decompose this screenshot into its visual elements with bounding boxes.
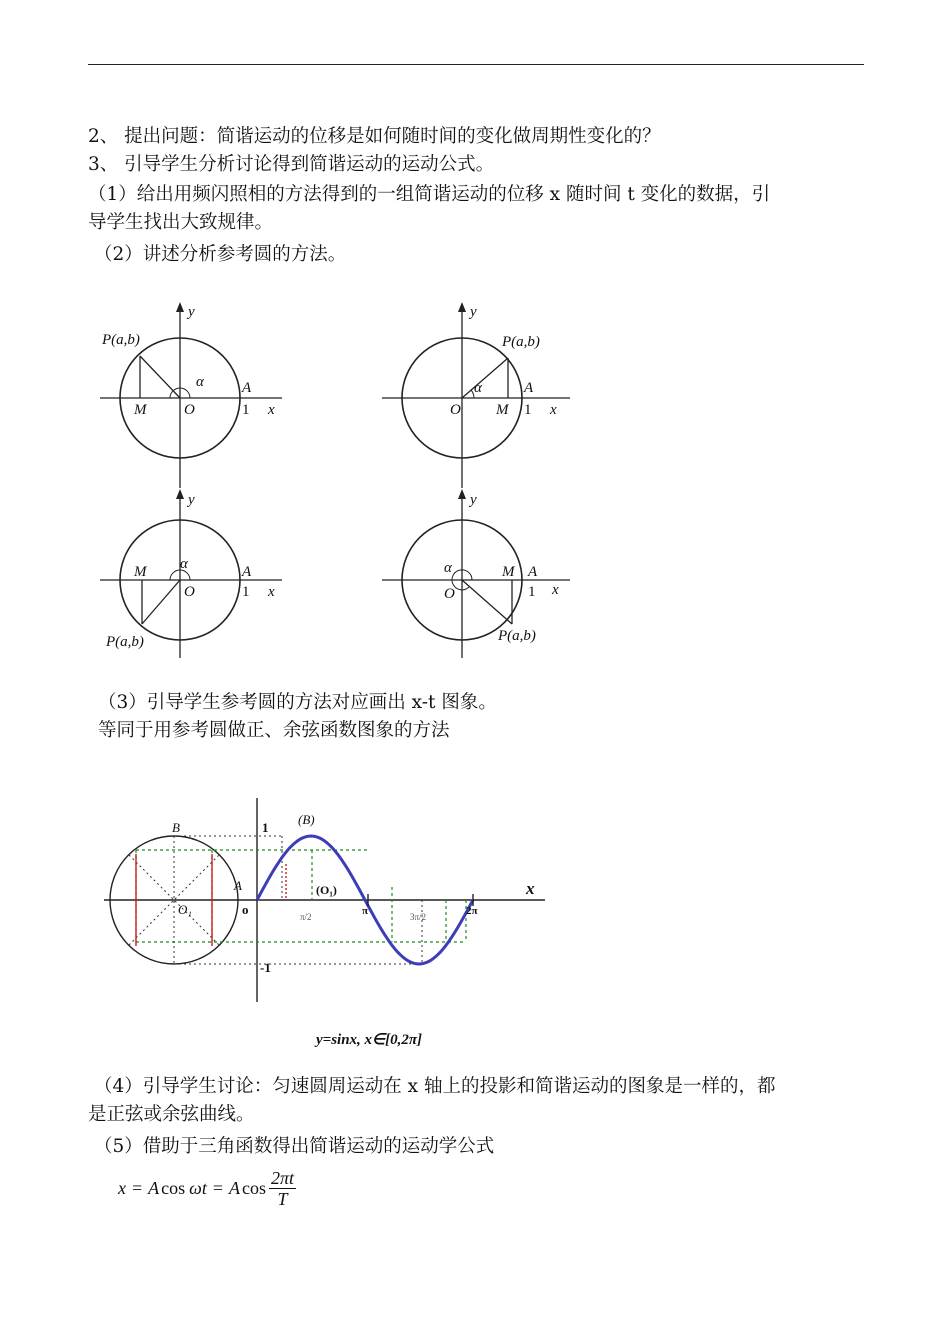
y-label: y [188,304,195,320]
svg-text:α: α [180,556,188,572]
formula-amp-2: A [229,1178,241,1198]
item-2: 2、 提出问题：简谐运动的位移是如何随时间的变化做周期性变化的？ [88,126,661,147]
formula-omega-t: ωt [189,1178,207,1198]
step-1-line-1: （1）给出用频闪照相的方法得到的一组简谐运动的位移 x 随时间 t 变化的数据，引 [88,184,771,205]
step-3: （3）引导学生参考圆的方法对应画出 x-t 图象。 [98,692,497,713]
circle-panel-2 [382,302,570,488]
origin-label: o [242,902,249,917]
svg-text:M: M [496,402,509,418]
x-label: x [268,402,275,418]
o1-box-label: (O₁) [316,883,337,897]
p-label: P(a,b) [102,332,140,348]
svg-text:α: α [474,380,482,396]
svg-text:M: M [134,564,147,580]
one-label: 1 [242,402,250,418]
header-rule [88,64,864,65]
svg-text:P(a,b): P(a,b) [502,334,540,350]
svg-text:1: 1 [242,584,250,600]
step-2: （2）讲述分析参考圆的方法。 [94,244,347,265]
formula-amp-1: A [148,1178,160,1198]
step-4-line-1: （4）引导学生讨论：匀速圆周运动在 x 轴上的投影和简谐运动的图象是一样的，都 [94,1076,776,1097]
b-label: B [172,820,180,835]
sine-graph-figure [100,790,560,1050]
formula-x: x [118,1178,126,1198]
o-label: O [184,402,195,418]
guide-lines [136,850,466,942]
svg-text:A: A [524,380,534,396]
svg-text:A: A [528,564,538,580]
svg-text:1: 1 [528,584,536,600]
svg-text:α: α [444,560,452,576]
step-5: （5）借助于三角函数得出简谐运动的运动学公式 [94,1136,495,1157]
alpha-label: α [196,374,204,390]
svg-text:y: y [470,492,477,508]
x-axis-label: x [526,879,535,898]
step-1-line-2: 导学生找出大致规律。 [88,212,274,233]
fraction-numerator: 2πt [271,1168,295,1188]
item-3: 3、 引导学生分析讨论得到简谐运动的运动公式。 [88,154,495,175]
svg-text:O: O [184,584,195,600]
svg-text:A: A [242,564,252,580]
svg-text:O: O [444,586,455,602]
a-label: A [242,380,252,396]
one-label: 1 [262,820,269,835]
svg-text:x: x [550,402,557,418]
svg-text:x: x [552,582,559,598]
two-pi-label: 2π [466,905,478,917]
pi-label: π [362,905,369,917]
svg-text:1: 1 [524,402,532,418]
m-label: M [134,402,147,418]
formula-cos-1: cos [161,1178,186,1198]
formula-eq-1: = [132,1178,143,1198]
svg-text:y: y [470,304,477,320]
svg-text:M: M [502,564,515,580]
step-4-line-2: 是正弦或余弦曲线。 [88,1104,255,1125]
reference-circles-figure [92,298,592,658]
svg-text:O: O [450,402,461,418]
circle-panel-1 [100,302,282,488]
pi-half-label: π/2 [300,912,312,922]
a-label: A [234,878,242,893]
graph-caption: y=sinx, x∈[0,2π] [316,1032,423,1048]
svg-text:P(a,b): P(a,b) [106,634,144,650]
svg-text:y: y [188,492,195,508]
step-3-note: 等同于用参考圆做正、余弦函数图象的方法 [98,720,450,741]
svg-text:P(a,b): P(a,b) [498,628,536,644]
fraction-denominator: T [277,1189,288,1209]
shm-formula [118,1168,296,1209]
formula-fraction [269,1168,296,1209]
formula-eq-2: = [212,1178,224,1198]
circle-panel-3 [100,489,282,658]
b-paren-label: (B) [298,812,315,827]
svg-text:x: x [268,584,275,600]
o1-label: O₁ [178,902,192,917]
formula-cos-2: cos [242,1178,267,1198]
three-pi-half-label: 3π/2 [410,912,427,922]
minus-one-label: -1 [260,960,271,975]
circle-panel-4 [382,489,570,658]
